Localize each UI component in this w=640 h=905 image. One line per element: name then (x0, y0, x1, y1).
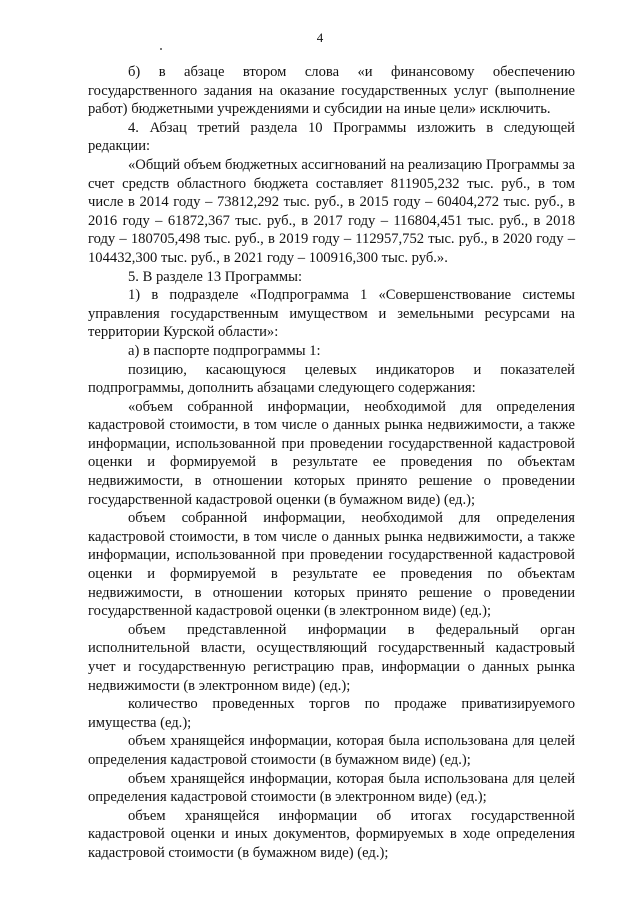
paragraph-indicator-stored-paper: объем хранящейся информации, которая была использована для целей определения кадастровой стоимости (в бумажном виде) (ед.); (88, 733, 575, 768)
paragraph-indicator-stored-electronic: объем хранящейся информации, которая была использована для целей определения кадастровой стоимости (в электронном виде) (ед.); (88, 770, 575, 806)
paragraph-indicator-results-paper: объем хранящейся информации об итогах государственной кадастровой оценки и иных документов, формируемых в ходе определения кадастровой стоимости (в бумажном виде) (ед.); (88, 807, 575, 861)
paragraph-indicator-electronic: объем собранной информации, необходимой для определения кадастровой стоимости, в том числе о данных рынка недвижимости, а также информации, использованной при проведении государственной кадастровой оценки и формируемой в результате ее проведения по объектам недвижимости, в отношении которых принято решение о проведении государственной кадастровой оценки (в электронном виде) (ед.); (88, 510, 575, 620)
paragraph-passport: а) в паспорте подпрограммы 1: (128, 342, 321, 359)
paragraph-indicator-federal: объем представленной информации в федеральный орган исполнительной власти, осуществляющий государственный кадастровый учет и государственную регистрацию прав, информации о данных рынка недвижимости (в электронном виде) (ед.); (88, 621, 575, 694)
paragraph-indicator-paper: «объем собранной информации, необходимой для определения кадастровой стоимости, в том числе о данных рынка недвижимости, а также информации, использованной при проведении государственной кадастровой оценки и формируемой в результате ее проведения по объектам недвижимости, в отношении которых принято решение о проведении государственной кадастровой оценки (в бумажном виде) (ед.); (88, 398, 575, 508)
paragraph-indicators: позицию, касающуюся целевых индикаторов и показателей подпрограммы, дополнить абзацами следующего содержания: (88, 361, 575, 397)
paragraph-b-abzac-vtorom: б) в абзаце втором слова «и финансовому обеспечению государственного задания на оказание государственных услуг (выполнение работ) бюджетными учреждениями и субсидии на иные цели» исключить. (88, 64, 575, 118)
scan-speck (160, 48, 162, 50)
paragraph-subprogram-1: 1) в подразделе «Подпрограмма 1 «Совершенствование системы управления государственным имуществом и земельными ресурсами на территории Курской области»: (88, 287, 575, 341)
paragraph-item-4: 4. Абзац третий раздела 10 Программы изложить в следующей редакции: (88, 119, 575, 155)
page-number: 4 (316, 30, 324, 45)
document-body (88, 63, 575, 863)
paragraph-item-5: 5. В разделе 13 Программы: (128, 268, 303, 285)
paragraph-budget-allocations: «Общий объем бюджетных ассигнований на реализацию Программы за счет средств областного бюджета составляет 811905,232 тыс. руб., в том числе в 2014 году – 73812,292 тыс. руб., в 2015 году – 60404,272 тыс. руб., в 2016 году – 61872,367 тыс. руб., в 2017 году – 116804,451 тыс. руб., в 2018 году – 180705,498 тыс. руб., в 2019 году – 112957,752 тыс. руб., в 2020 году – 104432,300 тыс. руб., в 2021 году – 100916,300 тыс. руб.». (88, 156, 575, 266)
paragraph-indicator-auctions: количество проведенных торгов по продаже приватизируемого имущества (ед.); (88, 696, 575, 731)
